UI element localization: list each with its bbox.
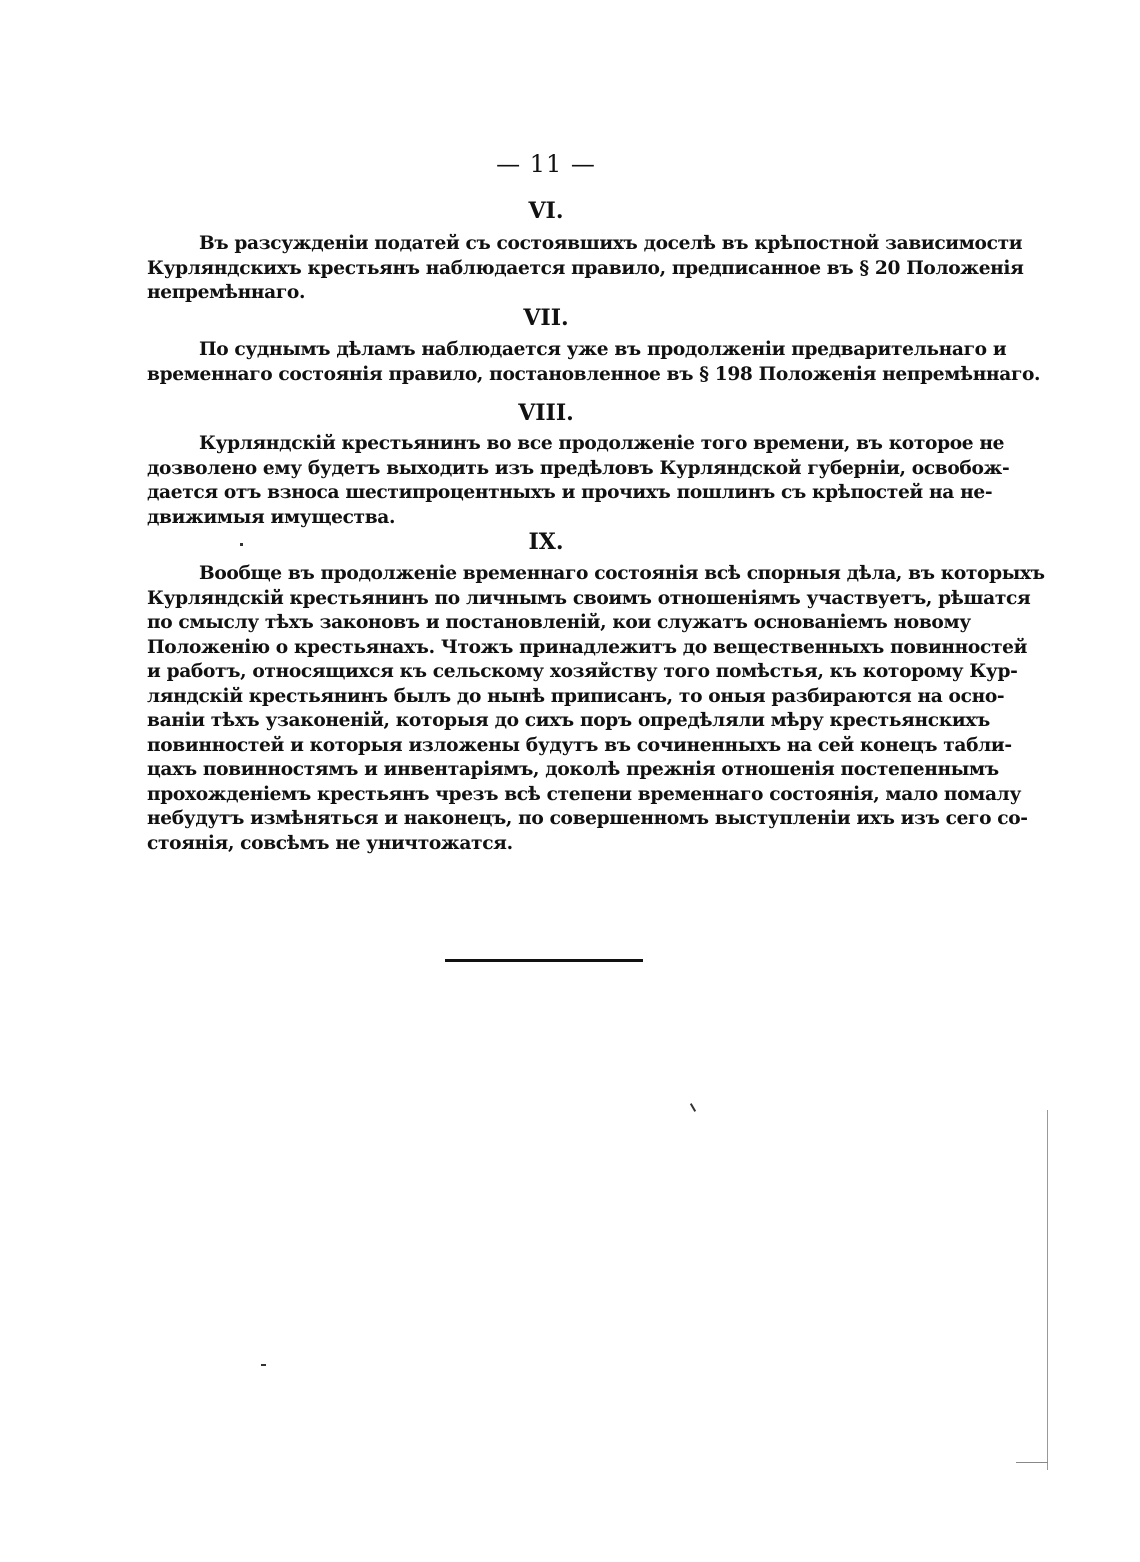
paragraph-line: временнаго состоянія правило, постановленное въ § 198 Положенія непремѣннаго.	[147, 363, 1041, 385]
paragraph-line: Курляндскій крестьянинъ во все продолженіе того времени, въ которое не	[199, 433, 1005, 454]
section-paragraph-viii	[147, 432, 1010, 530]
scan-speck	[261, 1364, 266, 1366]
paragraph-line: Вообще въ продолженіе временнаго состоянія всѣ спорныя дѣла, въ которыхъ	[199, 563, 1045, 584]
section-heading-vi: VI.	[528, 198, 564, 224]
paragraph-line: дается отъ взноса шестипроцентныхъ и прочихъ пошлинъ съ крѣпостей на не-	[147, 482, 993, 503]
paragraph-line: непремѣннаго.	[147, 282, 306, 303]
paragraph-line: Курляндскій крестьянинъ по личнымъ своимъ отношеніямъ участвуетъ, рѣшатся	[147, 587, 1031, 609]
paragraph-line: ляндскій крестьянинъ былъ до нынѣ приписанъ, то оныя разбираются на осно-	[147, 685, 1005, 707]
section-heading-ix: IX.	[528, 529, 564, 555]
section-paragraph-vii	[147, 338, 1041, 387]
paragraph-line: Положенію о крестьянахъ. Чтожъ принадлежитъ до вещественныхъ повинностей	[147, 636, 1028, 658]
paragraph-line: Курляндскихъ крестьянъ наблюдается правило, предписанное въ § 20 Положенія	[147, 257, 1024, 279]
paragraph-line: цахъ повинностямъ и инвентаріямъ, доколѣ прежнія отношенія постепеннымъ	[147, 759, 999, 780]
paragraph-line: повинностей и которыя изложены будутъ въ сочиненныхъ на сей конецъ табли-	[147, 734, 1012, 756]
paragraph-line: небудутъ измѣняться и наконецъ, по совершенномъ выступленіи ихъ изъ сего со-	[147, 808, 1028, 829]
section-heading-viii: VIII.	[518, 400, 574, 426]
paragraph-line: По суднымъ дѣламъ наблюдается уже въ продолженіи предварительнаго и	[199, 339, 1007, 360]
scan-edge-mark	[1016, 1462, 1048, 1463]
section-paragraph-ix	[147, 562, 1045, 856]
paragraph-line: стоянія, совсѣмъ не уничтожатся.	[147, 832, 513, 854]
paragraph-line: Въ разсужденіи податей съ состоявшихъ доселѣ въ крѣпостной зависимости	[199, 233, 1023, 254]
end-rule	[445, 959, 643, 962]
paragraph-line: ваніи тѣхъ узаконеній, которыя до сихъ поръ опредѣляли мѣру крестьянскихъ	[147, 710, 990, 731]
paragraph-line: и работъ, относящихся къ сельскому хозяйству того помѣстья, къ которому Кур-	[147, 661, 1018, 682]
page-number: — 11 —	[496, 150, 596, 178]
scan-edge-line	[1047, 1110, 1048, 1470]
scan-speck	[240, 543, 243, 546]
section-paragraph-vi	[147, 232, 1024, 306]
paragraph-line: прохожденіемъ крестьянъ чрезъ всѣ степени временнаго состоянія, мало помалу	[147, 783, 1021, 805]
scan-speck	[690, 1103, 696, 1112]
paragraph-line: движимыя имущества.	[147, 506, 396, 528]
paragraph-line: дозволено ему будетъ выходить изъ предѣловъ Курляндской губерніи, освобож-	[147, 457, 1010, 479]
paragraph-line: по смыслу тѣхъ законовъ и постановленій, кои служатъ основаніемъ новому	[147, 612, 971, 633]
section-heading-vii: VII.	[523, 305, 569, 331]
